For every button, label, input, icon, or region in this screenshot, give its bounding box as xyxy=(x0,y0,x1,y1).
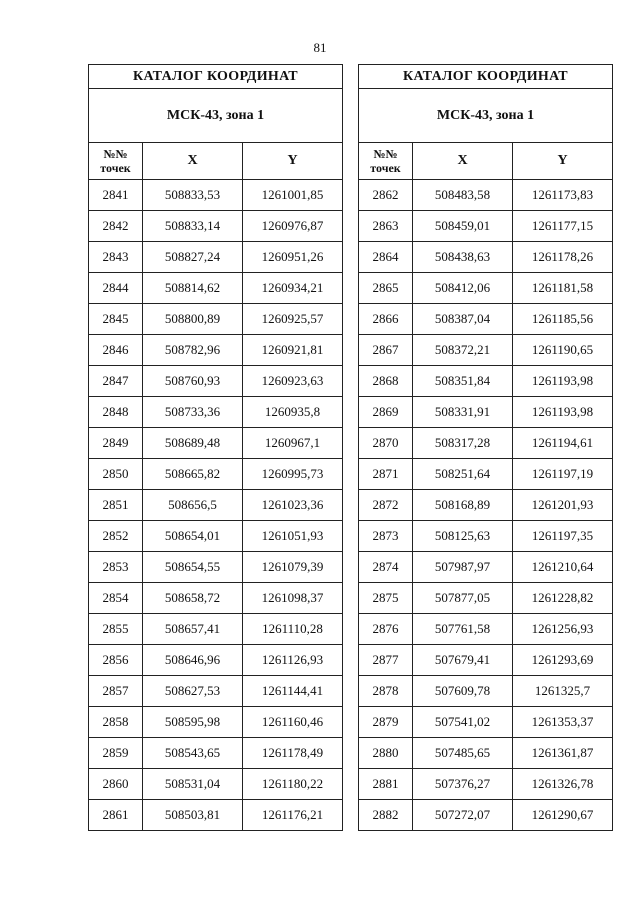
table-row xyxy=(359,521,613,552)
column-header-num-line1: №№ xyxy=(373,147,398,161)
table-row xyxy=(359,459,613,490)
y-coordinate-cell: 1261201,93 xyxy=(513,490,613,521)
point-number-cell: 2860 xyxy=(89,769,143,800)
point-number-cell: 2872 xyxy=(359,490,413,521)
catalog-rows xyxy=(89,180,343,831)
table-row xyxy=(359,800,613,831)
catalog-zone: МСК-43, зона 1 xyxy=(89,89,343,143)
point-number-cell: 2882 xyxy=(359,800,413,831)
table-row xyxy=(89,614,343,645)
point-number-cell: 2868 xyxy=(359,366,413,397)
point-number-cell: 2862 xyxy=(359,180,413,211)
table-row xyxy=(359,552,613,583)
table-row xyxy=(89,521,343,552)
x-coordinate-cell: 508372,21 xyxy=(413,335,513,366)
x-coordinate-cell: 508689,48 xyxy=(143,428,243,459)
point-number-cell: 2875 xyxy=(359,583,413,614)
point-number-cell: 2846 xyxy=(89,335,143,366)
point-number-cell: 2864 xyxy=(359,242,413,273)
point-number-cell: 2844 xyxy=(89,273,143,304)
y-coordinate-cell: 1261353,37 xyxy=(513,707,613,738)
column-header-y: Y xyxy=(243,143,343,180)
catalog-rows xyxy=(359,180,613,831)
y-coordinate-cell: 1261173,83 xyxy=(513,180,613,211)
x-coordinate-cell: 508833,53 xyxy=(143,180,243,211)
page-number: 81 xyxy=(313,40,327,55)
point-number-cell: 2871 xyxy=(359,459,413,490)
x-coordinate-cell: 508543,65 xyxy=(143,738,243,769)
x-coordinate-cell: 507272,07 xyxy=(413,800,513,831)
y-coordinate-cell: 1261197,19 xyxy=(513,459,613,490)
y-coordinate-cell: 1261185,56 xyxy=(513,304,613,335)
point-number-cell: 2843 xyxy=(89,242,143,273)
table-row xyxy=(89,676,343,707)
table-row xyxy=(89,366,343,397)
table-row xyxy=(89,707,343,738)
table-row xyxy=(359,211,613,242)
catalog-title: КАТАЛОГ КООРДИНАТ xyxy=(359,65,613,89)
x-coordinate-cell: 508483,58 xyxy=(413,180,513,211)
x-coordinate-cell: 508531,04 xyxy=(143,769,243,800)
column-header-y: Y xyxy=(513,143,613,180)
table-row xyxy=(89,552,343,583)
x-coordinate-cell: 508827,24 xyxy=(143,242,243,273)
point-number-cell: 2854 xyxy=(89,583,143,614)
y-coordinate-cell: 1261176,21 xyxy=(243,800,343,831)
x-coordinate-cell: 507376,27 xyxy=(413,769,513,800)
y-coordinate-cell: 1260934,21 xyxy=(243,273,343,304)
coordinate-catalog-left xyxy=(88,64,343,831)
point-number-cell: 2863 xyxy=(359,211,413,242)
y-coordinate-cell: 1261178,26 xyxy=(513,242,613,273)
x-coordinate-cell: 508760,93 xyxy=(143,366,243,397)
y-coordinate-cell: 1261126,93 xyxy=(243,645,343,676)
y-coordinate-cell: 1260967,1 xyxy=(243,428,343,459)
point-number-cell: 2848 xyxy=(89,397,143,428)
column-header-num-line1: №№ xyxy=(103,147,128,161)
x-coordinate-cell: 508782,96 xyxy=(143,335,243,366)
x-coordinate-cell: 508459,01 xyxy=(413,211,513,242)
point-number-cell: 2855 xyxy=(89,614,143,645)
table-row xyxy=(89,459,343,490)
y-coordinate-cell: 1261023,36 xyxy=(243,490,343,521)
catalog-title: КАТАЛОГ КООРДИНАТ xyxy=(89,65,343,89)
point-number-cell: 2865 xyxy=(359,273,413,304)
point-number-cell: 2877 xyxy=(359,645,413,676)
x-coordinate-cell: 508627,53 xyxy=(143,676,243,707)
point-number-cell: 2857 xyxy=(89,676,143,707)
table-row xyxy=(359,304,613,335)
y-coordinate-cell: 1261178,49 xyxy=(243,738,343,769)
y-coordinate-cell: 1261110,28 xyxy=(243,614,343,645)
point-number-cell: 2850 xyxy=(89,459,143,490)
table-row xyxy=(89,428,343,459)
y-coordinate-cell: 1261180,22 xyxy=(243,769,343,800)
y-coordinate-cell: 1261193,98 xyxy=(513,397,613,428)
x-coordinate-cell: 508733,36 xyxy=(143,397,243,428)
y-coordinate-cell: 1261197,35 xyxy=(513,521,613,552)
x-coordinate-cell: 507609,78 xyxy=(413,676,513,707)
table-row xyxy=(359,490,613,521)
y-coordinate-cell: 1260951,26 xyxy=(243,242,343,273)
table-row xyxy=(89,304,343,335)
point-number-cell: 2873 xyxy=(359,521,413,552)
point-number-cell: 2861 xyxy=(89,800,143,831)
x-coordinate-cell: 508168,89 xyxy=(413,490,513,521)
x-coordinate-cell: 508833,14 xyxy=(143,211,243,242)
x-coordinate-cell: 508387,04 xyxy=(413,304,513,335)
x-coordinate-cell: 508665,82 xyxy=(143,459,243,490)
table-row xyxy=(359,707,613,738)
y-coordinate-cell: 1261194,61 xyxy=(513,428,613,459)
x-coordinate-cell: 508654,55 xyxy=(143,552,243,583)
point-number-cell: 2851 xyxy=(89,490,143,521)
table-row xyxy=(359,428,613,459)
x-coordinate-cell: 508251,64 xyxy=(413,459,513,490)
x-coordinate-cell: 508438,63 xyxy=(413,242,513,273)
y-coordinate-cell: 1260976,87 xyxy=(243,211,343,242)
column-header-num-line2: точек xyxy=(370,161,401,175)
x-coordinate-cell: 508595,98 xyxy=(143,707,243,738)
y-coordinate-cell: 1261361,87 xyxy=(513,738,613,769)
table-row xyxy=(89,490,343,521)
y-coordinate-cell: 1261256,93 xyxy=(513,614,613,645)
point-number-cell: 2852 xyxy=(89,521,143,552)
table-row xyxy=(89,335,343,366)
x-coordinate-cell: 507987,97 xyxy=(413,552,513,583)
y-coordinate-cell: 1260935,8 xyxy=(243,397,343,428)
point-number-cell: 2842 xyxy=(89,211,143,242)
y-coordinate-cell: 1261326,78 xyxy=(513,769,613,800)
y-coordinate-cell: 1261290,67 xyxy=(513,800,613,831)
table-row xyxy=(359,614,613,645)
point-number-cell: 2880 xyxy=(359,738,413,769)
point-number-cell: 2870 xyxy=(359,428,413,459)
point-number-cell: 2876 xyxy=(359,614,413,645)
y-coordinate-cell: 1260923,63 xyxy=(243,366,343,397)
x-coordinate-cell: 507679,41 xyxy=(413,645,513,676)
column-header-point-number xyxy=(89,143,143,180)
y-coordinate-cell: 1261160,46 xyxy=(243,707,343,738)
table-row xyxy=(359,769,613,800)
table-row xyxy=(89,180,343,211)
y-coordinate-cell: 1261190,65 xyxy=(513,335,613,366)
x-coordinate-cell: 508654,01 xyxy=(143,521,243,552)
table-row xyxy=(359,583,613,614)
column-header-num-line2: точек xyxy=(100,161,131,175)
table-row xyxy=(359,645,613,676)
y-coordinate-cell: 1261001,85 xyxy=(243,180,343,211)
point-number-cell: 2841 xyxy=(89,180,143,211)
point-number-cell: 2847 xyxy=(89,366,143,397)
x-coordinate-cell: 508657,41 xyxy=(143,614,243,645)
y-coordinate-cell: 1261193,98 xyxy=(513,366,613,397)
y-coordinate-cell: 1261051,93 xyxy=(243,521,343,552)
x-coordinate-cell: 507541,02 xyxy=(413,707,513,738)
table-row xyxy=(89,242,343,273)
column-header-x: X xyxy=(143,143,243,180)
table-row xyxy=(359,366,613,397)
x-coordinate-cell: 507761,58 xyxy=(413,614,513,645)
table-row xyxy=(359,397,613,428)
y-coordinate-cell: 1261177,15 xyxy=(513,211,613,242)
point-number-cell: 2859 xyxy=(89,738,143,769)
point-number-cell: 2866 xyxy=(359,304,413,335)
point-number-cell: 2878 xyxy=(359,676,413,707)
y-coordinate-cell: 1261079,39 xyxy=(243,552,343,583)
point-number-cell: 2856 xyxy=(89,645,143,676)
x-coordinate-cell: 508351,84 xyxy=(413,366,513,397)
y-coordinate-cell: 1261098,37 xyxy=(243,583,343,614)
column-header-point-number xyxy=(359,143,413,180)
table-row xyxy=(89,800,343,831)
table-row xyxy=(89,397,343,428)
point-number-cell: 2867 xyxy=(359,335,413,366)
table-row xyxy=(89,211,343,242)
table-row xyxy=(89,273,343,304)
y-coordinate-cell: 1260921,81 xyxy=(243,335,343,366)
table-row xyxy=(359,676,613,707)
x-coordinate-cell: 508412,06 xyxy=(413,273,513,304)
point-number-cell: 2853 xyxy=(89,552,143,583)
table-row xyxy=(359,180,613,211)
x-coordinate-cell: 508814,62 xyxy=(143,273,243,304)
x-coordinate-cell: 508317,28 xyxy=(413,428,513,459)
x-coordinate-cell: 508658,72 xyxy=(143,583,243,614)
table-row xyxy=(89,645,343,676)
x-coordinate-cell: 508646,96 xyxy=(143,645,243,676)
table-row xyxy=(359,738,613,769)
y-coordinate-cell: 1261293,69 xyxy=(513,645,613,676)
point-number-cell: 2858 xyxy=(89,707,143,738)
point-number-cell: 2881 xyxy=(359,769,413,800)
x-coordinate-cell: 508800,89 xyxy=(143,304,243,335)
point-number-cell: 2869 xyxy=(359,397,413,428)
point-number-cell: 2874 xyxy=(359,552,413,583)
y-coordinate-cell: 1261210,64 xyxy=(513,552,613,583)
y-coordinate-cell: 1260925,57 xyxy=(243,304,343,335)
x-coordinate-cell: 507877,05 xyxy=(413,583,513,614)
point-number-cell: 2845 xyxy=(89,304,143,335)
x-coordinate-cell: 508503,81 xyxy=(143,800,243,831)
y-coordinate-cell: 1261228,82 xyxy=(513,583,613,614)
point-number-cell: 2849 xyxy=(89,428,143,459)
table-row xyxy=(89,738,343,769)
catalog-zone: МСК-43, зона 1 xyxy=(359,89,613,143)
coordinate-catalog-right xyxy=(358,64,613,831)
point-number-cell: 2879 xyxy=(359,707,413,738)
table-row xyxy=(359,335,613,366)
table-row xyxy=(89,769,343,800)
table-row xyxy=(359,242,613,273)
x-coordinate-cell: 508656,5 xyxy=(143,490,243,521)
table-row xyxy=(89,583,343,614)
table-row xyxy=(359,273,613,304)
y-coordinate-cell: 1260995,73 xyxy=(243,459,343,490)
x-coordinate-cell: 507485,65 xyxy=(413,738,513,769)
x-coordinate-cell: 508331,91 xyxy=(413,397,513,428)
y-coordinate-cell: 1261144,41 xyxy=(243,676,343,707)
y-coordinate-cell: 1261325,7 xyxy=(513,676,613,707)
column-header-x: X xyxy=(413,143,513,180)
x-coordinate-cell: 508125,63 xyxy=(413,521,513,552)
y-coordinate-cell: 1261181,58 xyxy=(513,273,613,304)
